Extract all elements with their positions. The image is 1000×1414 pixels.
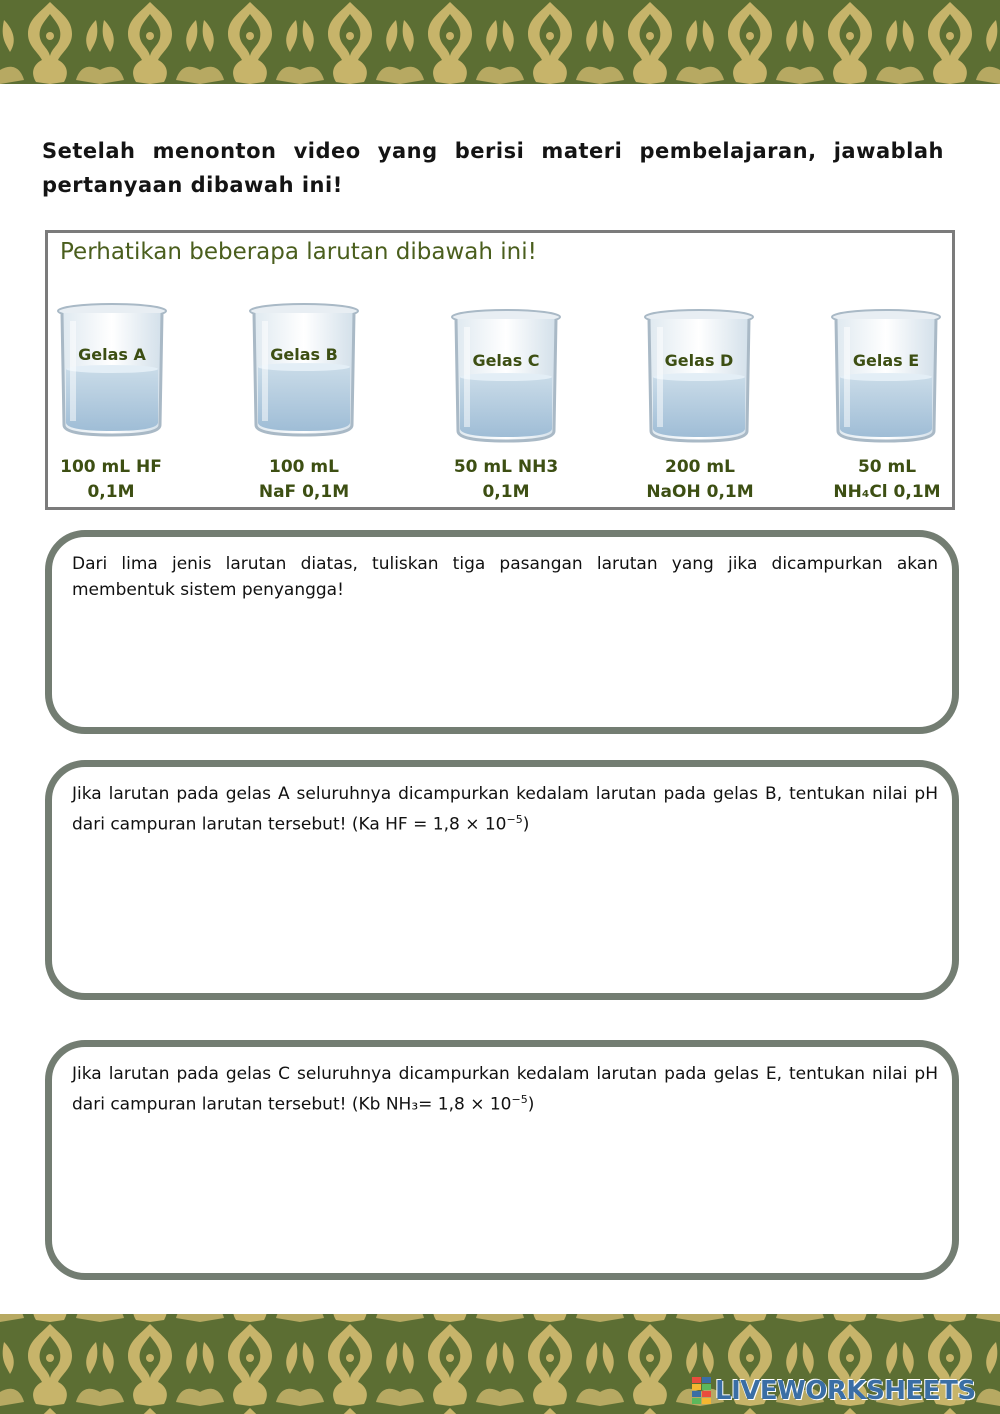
beaker-d: [643, 307, 755, 447]
instruction-text: Setelah menonton video yang berisi materi pembelajaran, jawablah pertanyaan dibawah ini!: [42, 139, 944, 197]
beaker-icon: [56, 301, 168, 441]
beaker-label: Gelas B: [270, 345, 338, 364]
solution-amount: 200 mL: [665, 457, 735, 477]
solution-desc-c: [431, 455, 581, 505]
solution-concentration: NaOH 0,1M: [646, 482, 754, 502]
liveworksheets-logo-text: LIVEWORKSHEETS: [715, 1376, 976, 1406]
beaker-c: [450, 307, 562, 447]
beaker-e: [830, 307, 942, 447]
solution-desc-b: [229, 455, 379, 505]
solution-concentration: NaF 0,1M: [258, 482, 350, 502]
beaker-icon: [248, 301, 360, 441]
solution-amount: 50 mL NH3: [453, 457, 559, 477]
question-2-end: ): [522, 814, 530, 835]
beaker-icon: [643, 307, 755, 447]
liveworksheets-logo-icon: [692, 1377, 712, 1405]
beaker-label: Gelas D: [664, 351, 734, 370]
solution-concentration: 0,1M: [87, 482, 135, 502]
question-2-exponent: −5: [506, 813, 523, 826]
beaker-icon: [450, 307, 562, 447]
solution-amount: 100 mL HF: [60, 457, 162, 477]
question-3-exponent: −5: [511, 1093, 528, 1106]
question-3-end: ): [527, 1094, 535, 1115]
solutions-title: Perhatikan beberapa larutan dibawah ini!: [60, 239, 537, 265]
beaker-label: Gelas C: [472, 351, 540, 370]
solution-concentration: 0,1M: [482, 482, 530, 502]
beaker-a: [56, 301, 168, 441]
question-1-text: Dari lima jenis larutan diatas, tuliskan tiga pasangan larutan yang jika dicampurkan akan membentuk sistem penyangga!: [72, 554, 938, 600]
answer-box-3[interactable]: [45, 1040, 959, 1280]
beaker-label: Gelas E: [852, 351, 920, 370]
damask-pattern-top: [0, 0, 1000, 84]
beaker-label: Gelas A: [78, 345, 146, 364]
answer-box-2[interactable]: [45, 760, 959, 1000]
solutions-panel: [45, 230, 955, 510]
answer-box-1[interactable]: [45, 530, 959, 734]
solution-amount: 50 mL: [857, 457, 917, 477]
beaker-icon: [830, 307, 942, 447]
question-2-main: Jika larutan pada gelas A seluruhnya dicampurkan kedalam larutan pada gelas B, tentukan nilai pH dari campuran larutan tersebut! (Ka HF = 1,8 × 10: [72, 784, 938, 835]
question-2-text: [72, 781, 938, 838]
liveworksheets-logo[interactable]: [692, 1374, 976, 1408]
beaker-b: [248, 301, 360, 441]
question-3-text: [72, 1061, 938, 1118]
solution-desc-d: [625, 455, 775, 505]
question-3-main: Jika larutan pada gelas C seluruhnya dicampurkan kedalam larutan pada gelas E, tentukan nilai pH dari campuran larutan tersebut! (Kb NH₃= 1,8 × 10: [72, 1064, 938, 1115]
solution-amount: 100 mL: [269, 457, 339, 477]
solution-desc-a: [36, 455, 186, 505]
solution-concentration: NH₄Cl 0,1M: [833, 482, 941, 502]
top-ornament-band: [0, 0, 1000, 84]
solution-desc-e: [822, 455, 952, 505]
